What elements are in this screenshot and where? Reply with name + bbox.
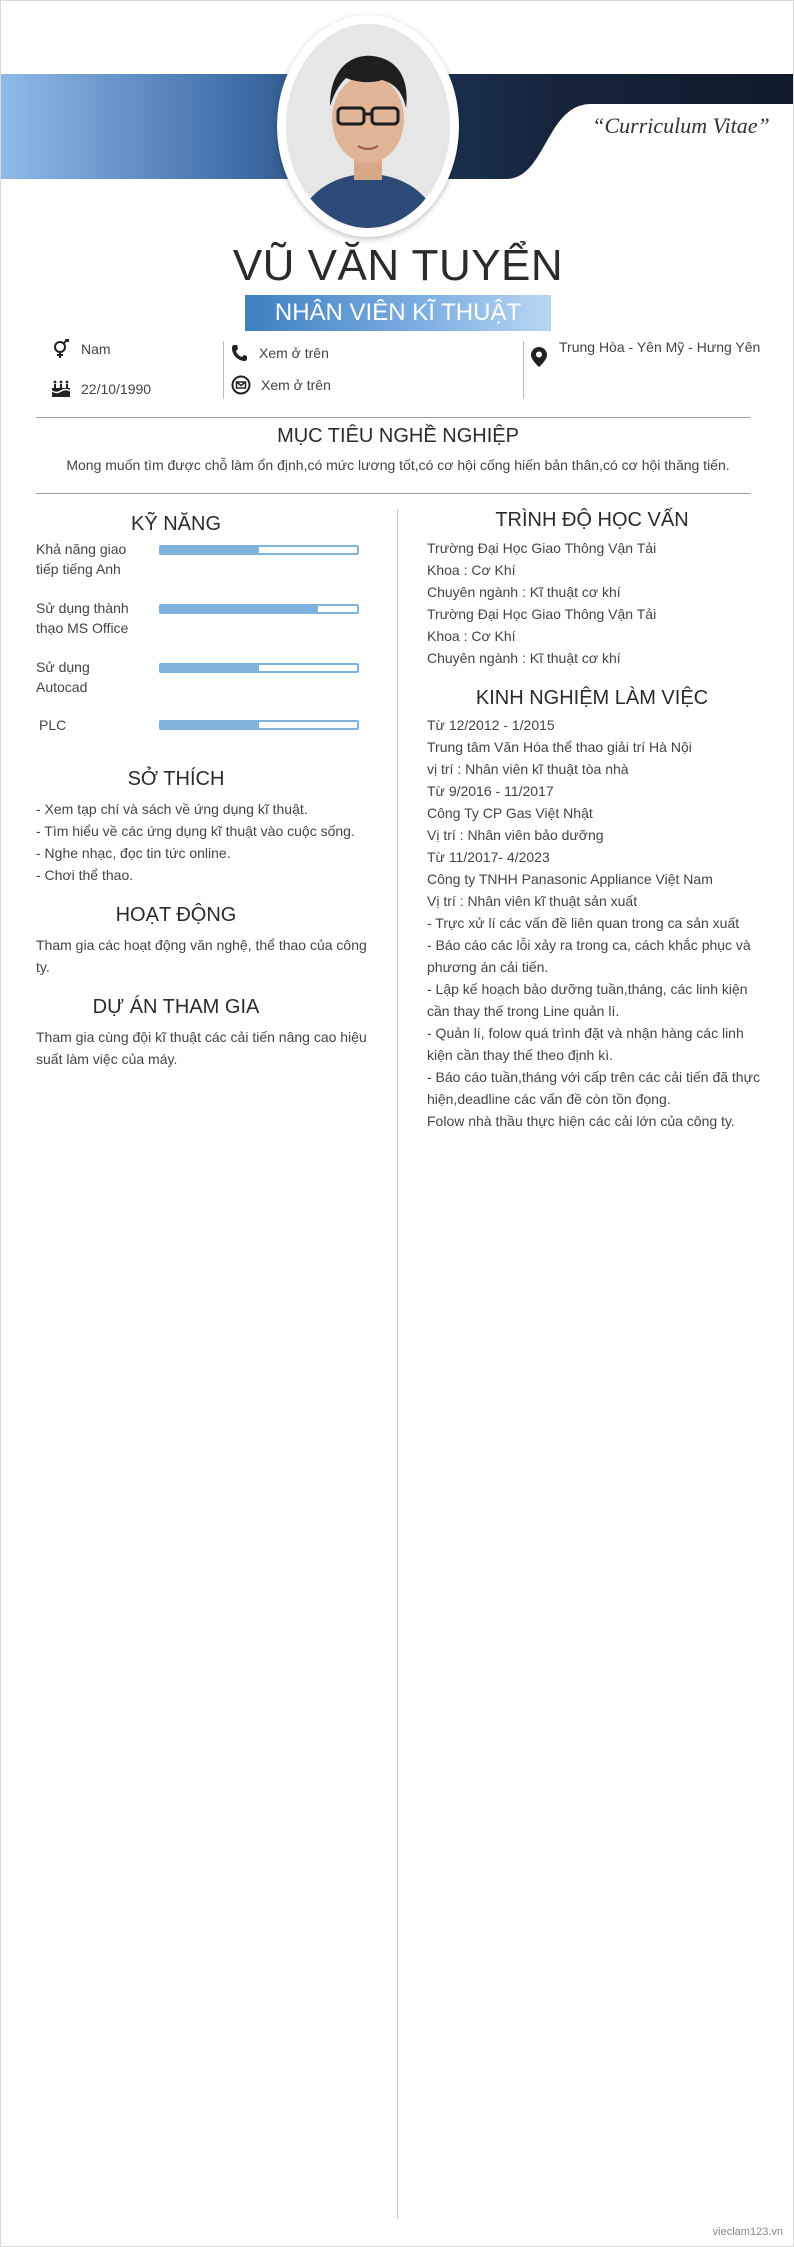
email-row [231, 375, 331, 395]
portrait-illustration [286, 24, 450, 228]
education-list: Trường Đại Học Giao Thông Vận Tải Khoa : Cơ Khí Chuyên ngành : Kĩ thuật cơ khí Trường Đại Học Giao Thông Vận Tải Khoa : Cơ Khí Chuyên ngành : Kĩ thuật cơ khí [427, 540, 657, 666]
skill-bar [159, 604, 359, 614]
projects-text: Tham gia cùng đội kĩ thuật các cải tiến nâng cao hiệu suất làm việc của máy. [36, 1029, 367, 1067]
job-title: NHÂN VIÊN KĨ THUẬT [274, 299, 522, 326]
list-item: - Chơi thể thao. [36, 867, 134, 883]
skill-bar [159, 663, 359, 673]
address-value: Trung Hòa - Yên Mỹ - Hưng Yên [559, 339, 761, 355]
phone-icon [229, 343, 249, 363]
hobbies-title: SỞ THÍCH [127, 768, 225, 790]
skill-bar [159, 545, 359, 555]
objective-title: MỤC TIÊU NGHỀ NGHIỆP [277, 425, 519, 447]
skill-bar-fill [161, 547, 259, 553]
address-row [529, 339, 760, 367]
avatar [277, 15, 459, 237]
list-item: - Tìm hiểu về các ứng dụng kĩ thuật vào cuộc sống. [36, 823, 355, 839]
experience-list: Từ 12/2012 - 1/2015 Trung tâm Văn Hóa thể thao giải trí Hà Nội vị trí : Nhân viên kĩ thuật tòa nhà Từ 9/2016 - 11/2017 Công Ty CP Gas Việt Nhật Vị trí : Nhân viên bảo dưỡng Từ 11/2017- 4/2023 Công ty TNHH Panasonic Appliance Việt Nam Vị trí : Nhân viên kĩ thuật sản xuất - Trực xử lí các vấn đề liên quan trong ca sản xuất - Báo cáo các lỗi xảy ra trong ca, cách khắc phục và phương án cải tiến. - Lập kế hoạch bảo dưỡng tuần,tháng, các linh kiện cần thay thế trong Line quản lí. - Quản lí, folow quá trình đặt và nhận hàng các linh kiện cần thay thế theo định kì. - Báo cáo tuần,tháng với cấp trên các cải tiến đã thực hiện,deadline các vấn đề còn tồn đọng. Folow nhà thầu thực hiện các cải lớn của công ty. [427, 717, 760, 1129]
skills-title: KỸ NĂNG [130, 513, 222, 535]
footer-brand[interactable]: vieclam123.vn [712, 2226, 783, 2238]
divider-top [36, 417, 750, 418]
contact-divider-2 [523, 341, 524, 399]
skill-label: Khả năng giao tiếp tiếng Anh [36, 541, 127, 577]
hobbies-list [36, 798, 386, 886]
gender-icon [51, 339, 71, 359]
list-item: - Xem tạp chí và sách về ứng dụng kĩ thuật. [36, 801, 308, 817]
birthday-value: 22/10/1990 [81, 381, 152, 397]
activities-title: HOẠT ĐỘNG [115, 904, 237, 926]
education-title: TRÌNH ĐỘ HỌC VẤN [495, 509, 689, 531]
candidate-name: VŨ VĂN TUYỂN [232, 241, 564, 290]
gender-row [51, 339, 111, 359]
gender-value: Nam [81, 341, 111, 357]
email-icon [231, 375, 251, 395]
birthday-cake-icon [51, 379, 71, 399]
experience-title: KINH NGHIỆM LÀM VIỆC [475, 687, 709, 709]
curriculum-vitae-tag: “Curriculum Vitae” [592, 113, 770, 138]
list-item: - Nghe nhạc, đọc tin tức online. [36, 845, 231, 861]
skill-bar-fill [161, 665, 259, 671]
phone-row [229, 343, 329, 363]
location-pin-icon [529, 347, 549, 367]
skill-bar [159, 720, 359, 730]
birthday-row [51, 379, 151, 399]
skill-label: PLC [39, 717, 67, 733]
contact-divider-1 [223, 341, 224, 399]
activities-text: Tham gia các hoạt động văn nghệ, thể thao của công ty. [36, 937, 367, 975]
phone-value: Xem ở trên [259, 345, 329, 361]
profile-photo [286, 24, 450, 228]
skill-bar-fill [161, 722, 259, 728]
email-value: Xem ở trên [261, 377, 331, 393]
skill-label: Sử dụng Autocad [36, 659, 90, 695]
skill-bar-fill [161, 606, 318, 612]
projects-title: DỰ ÁN THAM GIA [92, 996, 260, 1018]
objective-text: Mong muốn tìm được chỗ làm ổn định,có mức lương tốt,có cơ hội cống hiến bản thân,có cơ hội thăng tiến. [66, 457, 730, 473]
divider-objective [36, 493, 750, 494]
skill-label: Sử dụng thành thạo MS Office [36, 600, 129, 636]
column-divider [397, 509, 398, 2219]
